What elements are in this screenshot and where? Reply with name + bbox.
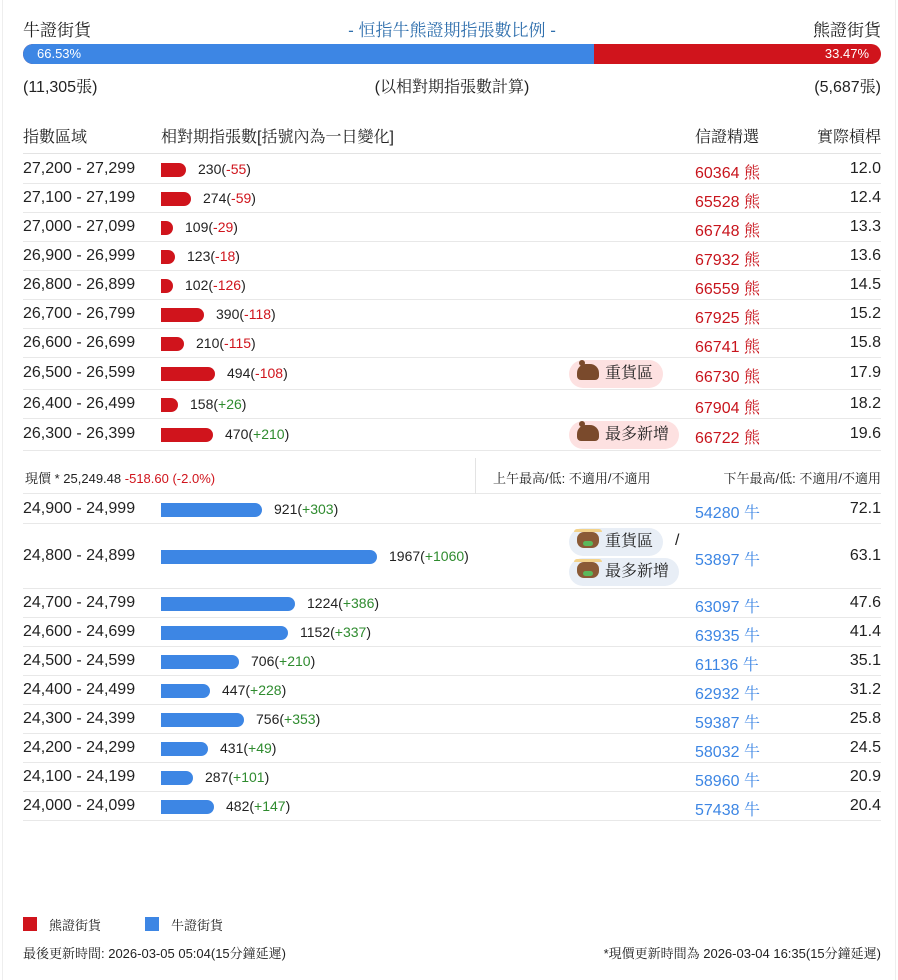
index-range: 24,100 - 24,199 [23,768,136,785]
badge-most-new[interactable] [569,558,679,586]
bull-bar [161,626,288,640]
price-label: 現價 * [25,471,60,486]
qty-change: +353 [284,711,316,727]
index-range: 24,700 - 24,799 [23,594,136,611]
index-range: 26,600 - 26,699 [23,334,136,351]
bull-row [23,792,881,821]
leverage-value: 31.2 [849,681,881,698]
bull-row [23,676,881,705]
warrant-code-link[interactable]: 67925 熊 [695,310,760,327]
warrant-code-link[interactable]: 67932 熊 [695,252,760,269]
qty-value: 102 [185,277,209,293]
qty-label: 230(-55) [198,161,251,177]
bull-bar [161,597,295,611]
qty-change: +337 [334,624,367,640]
bull-bar [161,742,208,756]
index-range: 24,300 - 24,399 [23,710,136,727]
qty-change: +303 [302,501,334,517]
index-range: 24,200 - 24,299 [23,739,136,756]
bull-bar [161,684,210,698]
index-range: 26,900 - 26,999 [23,247,136,264]
bull-row [23,734,881,763]
qty-value: 1967 [389,548,421,564]
leverage-value: 14.5 [849,276,881,293]
warrant-code-link[interactable]: 67904 熊 [695,400,760,417]
qty-label: 1152(+337) [300,624,371,640]
bear-bar [161,398,178,412]
index-range: 26,300 - 26,399 [23,425,136,442]
ratio-bar [23,44,881,64]
qty-label: 274(-59) [203,190,256,206]
qty-value: 109 [185,219,209,235]
leverage-value: 15.2 [849,305,881,322]
qty-value: 921 [274,501,298,517]
qty-label: 123(-18) [187,248,240,264]
warrant-code-link[interactable]: 65528 熊 [695,194,760,211]
badge-separator: / [675,532,680,549]
qty-change: -59 [231,190,252,206]
bear-row [23,329,881,358]
price-updated: *現價更新時間為 2026-03-04 16:35(15分鐘延遲) [603,946,881,961]
qty-label: 756(+353) [256,711,321,727]
ratio-title: - 恒指牛熊證期指張數比例 - [348,21,556,40]
qty-value: 210 [196,335,220,351]
bull-row [23,495,881,524]
price-value: 25,249.48 [63,471,122,486]
bear-percent: 33.47% [824,46,869,61]
bear-bar [161,192,191,206]
warrant-code-link[interactable]: 66741 熊 [695,339,760,356]
qty-label: 210(-115) [196,335,256,351]
bear-row [23,184,881,213]
qty-change: -118 [244,306,272,322]
bull-label: 牛證街貨 [23,21,91,40]
qty-change: +49 [248,740,272,756]
bull-row [23,647,881,676]
leverage-value: 72.1 [849,500,881,517]
qty-value: 1224 [307,595,339,611]
current-price [25,468,215,487]
warrant-code-link[interactable]: 57438 牛 [695,802,760,819]
bear-row [23,300,881,329]
price-divider [475,458,476,494]
ratio-counts [23,74,881,96]
bull-row [23,524,881,589]
qty-value: 274 [203,190,227,206]
index-range: 27,100 - 27,199 [23,189,136,206]
bear-bar [161,221,173,235]
bear-row [23,419,881,451]
qty-change: -55 [226,161,247,177]
qty-value: 287 [205,769,229,785]
leverage-value: 12.0 [849,160,881,177]
qty-label: 482(+147) [226,798,291,814]
bear-row [23,213,881,242]
bear-row [23,242,881,271]
warrant-code-link[interactable]: 58960 牛 [695,773,760,790]
bull-bar [161,655,239,669]
qty-change: +386 [342,595,375,611]
bull-bar [161,713,244,727]
current-price-row [23,458,881,494]
qty-label: 109(-29) [185,219,238,235]
table-header [23,124,881,154]
leverage-value: 13.3 [849,218,881,235]
leverage-value: 12.4 [849,189,881,206]
index-range: 26,500 - 26,599 [23,364,136,381]
qty-value: 158 [190,396,214,412]
bull-bar [161,550,377,564]
leverage-value: 20.4 [849,797,881,814]
warrant-code-link[interactable]: 63935 牛 [695,628,760,645]
page-frame [2,0,896,980]
bull-icon [577,532,599,548]
bull-bar [161,503,262,517]
warrant-code-link[interactable]: 53897 牛 [695,552,760,569]
leverage-value: 20.9 [849,768,881,785]
qty-change: -29 [213,219,234,235]
warrant-code-link[interactable]: 60364 熊 [695,165,760,182]
index-range: 26,700 - 26,799 [23,305,136,322]
basis-note: (以相對期指張數計算) [374,79,530,96]
badge-label: 最多新增 [605,426,670,443]
badge-label: 最多新增 [605,563,670,580]
qty-change: +147 [254,798,286,814]
qty-change: -18 [215,248,236,264]
qty-change: +26 [218,396,242,412]
leverage-value: 63.1 [849,547,881,564]
leverage-value: 47.6 [849,594,881,611]
bear-bar [161,337,184,351]
badge-heavy[interactable] [569,528,663,556]
leverage-value: 24.5 [849,739,881,756]
leverage-value: 35.1 [849,652,881,669]
col-qty: 相對期指張數[括號內為一日變化] [161,129,394,146]
leverage-value: 18.2 [849,395,881,412]
qty-change: -108 [255,365,284,381]
qty-label: 706(+210) [251,653,316,669]
qty-change: +228 [250,682,282,698]
index-range: 27,000 - 27,099 [23,218,136,235]
bull-count: (11,305張) [23,79,98,96]
index-range: 24,400 - 24,499 [23,681,136,698]
warrant-code-link[interactable]: 66722 熊 [695,430,760,447]
bull-row [23,589,881,618]
bear-bar [161,279,173,293]
am-high-low: 上午最高/低: 不適用/不適用 [493,471,651,486]
index-range: 26,800 - 26,899 [23,276,136,293]
badge-label: 重貨區 [605,533,654,550]
leverage-value: 25.8 [849,710,881,727]
warrant-code-link[interactable]: 62932 牛 [695,686,760,703]
qty-value: 230 [198,161,222,177]
qty-label: 494(-108) [227,365,288,381]
legend-bear-swatch [23,917,37,931]
bull-bar [161,771,193,785]
index-range: 24,500 - 24,599 [23,652,136,669]
badge-label: 重貨區 [605,365,654,382]
bear-bar [161,250,175,264]
bear-icon [577,364,599,380]
index-range: 24,800 - 24,899 [23,547,136,564]
qty-value: 447 [222,682,246,698]
warrant-code-link[interactable]: 66730 熊 [695,369,760,386]
qty-label: 1967(+1060) [389,548,469,564]
qty-change: -115 [224,335,252,351]
warrant-code-link[interactable]: 66559 熊 [695,281,760,298]
warrant-code-link[interactable]: 66748 熊 [695,223,760,240]
qty-change: +210 [253,426,285,442]
warrant-code-link[interactable]: 54280 牛 [695,505,760,522]
qty-change: +101 [233,769,265,785]
legend-bull-label: 牛證街貨 [171,918,224,933]
qty-label: 921(+303) [274,501,339,517]
qty-label: 447(+228) [222,682,287,698]
badge-most-new[interactable] [569,421,679,449]
index-range: 24,900 - 24,999 [23,500,136,517]
leverage-value: 19.6 [849,425,881,442]
leverage-value: 17.9 [849,364,881,381]
qty-value: 431 [220,740,244,756]
warrant-code-link[interactable]: 63097 牛 [695,599,760,616]
qty-change: +1060 [424,548,465,564]
col-leverage: 實際槓桿 [816,129,881,146]
legend-bear-label: 熊證街貨 [49,918,102,933]
qty-label: 390(-118) [216,306,276,322]
qty-label: 158(+26) [190,396,247,412]
leverage-value: 13.6 [849,247,881,264]
bear-row [23,155,881,184]
qty-value: 470 [225,426,249,442]
legend-bull-swatch [145,917,159,931]
qty-label: 102(-126) [185,277,246,293]
bear-row [23,358,881,390]
bear-bar [161,367,215,381]
bear-bar [161,428,213,442]
qty-label: 431(+49) [220,740,277,756]
qty-change: -126 [213,277,242,293]
bear-bar [161,308,204,322]
bull-percent: 66.53% [37,46,82,61]
last-updated: 最後更新時間: 2026-03-05 05:04(15分鐘延遲) [23,946,286,961]
leverage-value: 41.4 [849,623,881,640]
index-range: 26,400 - 26,499 [23,395,136,412]
qty-value: 482 [226,798,250,814]
index-range: 27,200 - 27,299 [23,160,136,177]
bear-count: (5,687張) [814,79,881,96]
bull-icon [577,562,599,578]
qty-value: 123 [187,248,211,264]
bear-icon [577,425,599,441]
ratio-header [23,14,881,40]
leverage-value: 15.8 [849,334,881,351]
warrant-code-link[interactable]: 58032 牛 [695,744,760,761]
col-pick: 信證精選 [695,129,760,146]
ratio-bull-fill [23,44,594,64]
qty-value: 494 [227,365,251,381]
bull-bar [161,800,214,814]
bear-row [23,390,881,419]
bear-label: 熊證街貨 [813,21,881,40]
price-change: -518.60 (-2.0%) [124,471,216,486]
bull-row [23,705,881,734]
bull-row [23,763,881,792]
qty-value: 756 [256,711,280,727]
index-range: 24,600 - 24,699 [23,623,136,640]
qty-label: 287(+101) [205,769,270,785]
qty-change: +210 [279,653,311,669]
qty-label: 470(+210) [225,426,290,442]
col-range: 指數區域 [23,129,88,146]
warrant-code-link[interactable]: 61136 牛 [695,657,759,674]
bear-bar [161,163,186,177]
pm-high-low: 下午最高/低: 不適用/不適用 [723,471,881,486]
qty-label: 1224(+386) [307,595,380,611]
badge-heavy[interactable] [569,360,663,388]
qty-value: 1152 [300,624,331,640]
bull-row [23,618,881,647]
bear-row [23,271,881,300]
warrant-code-link[interactable]: 59387 牛 [695,715,760,732]
qty-value: 390 [216,306,240,322]
index-range: 24,000 - 24,099 [23,797,136,814]
qty-value: 706 [251,653,275,669]
